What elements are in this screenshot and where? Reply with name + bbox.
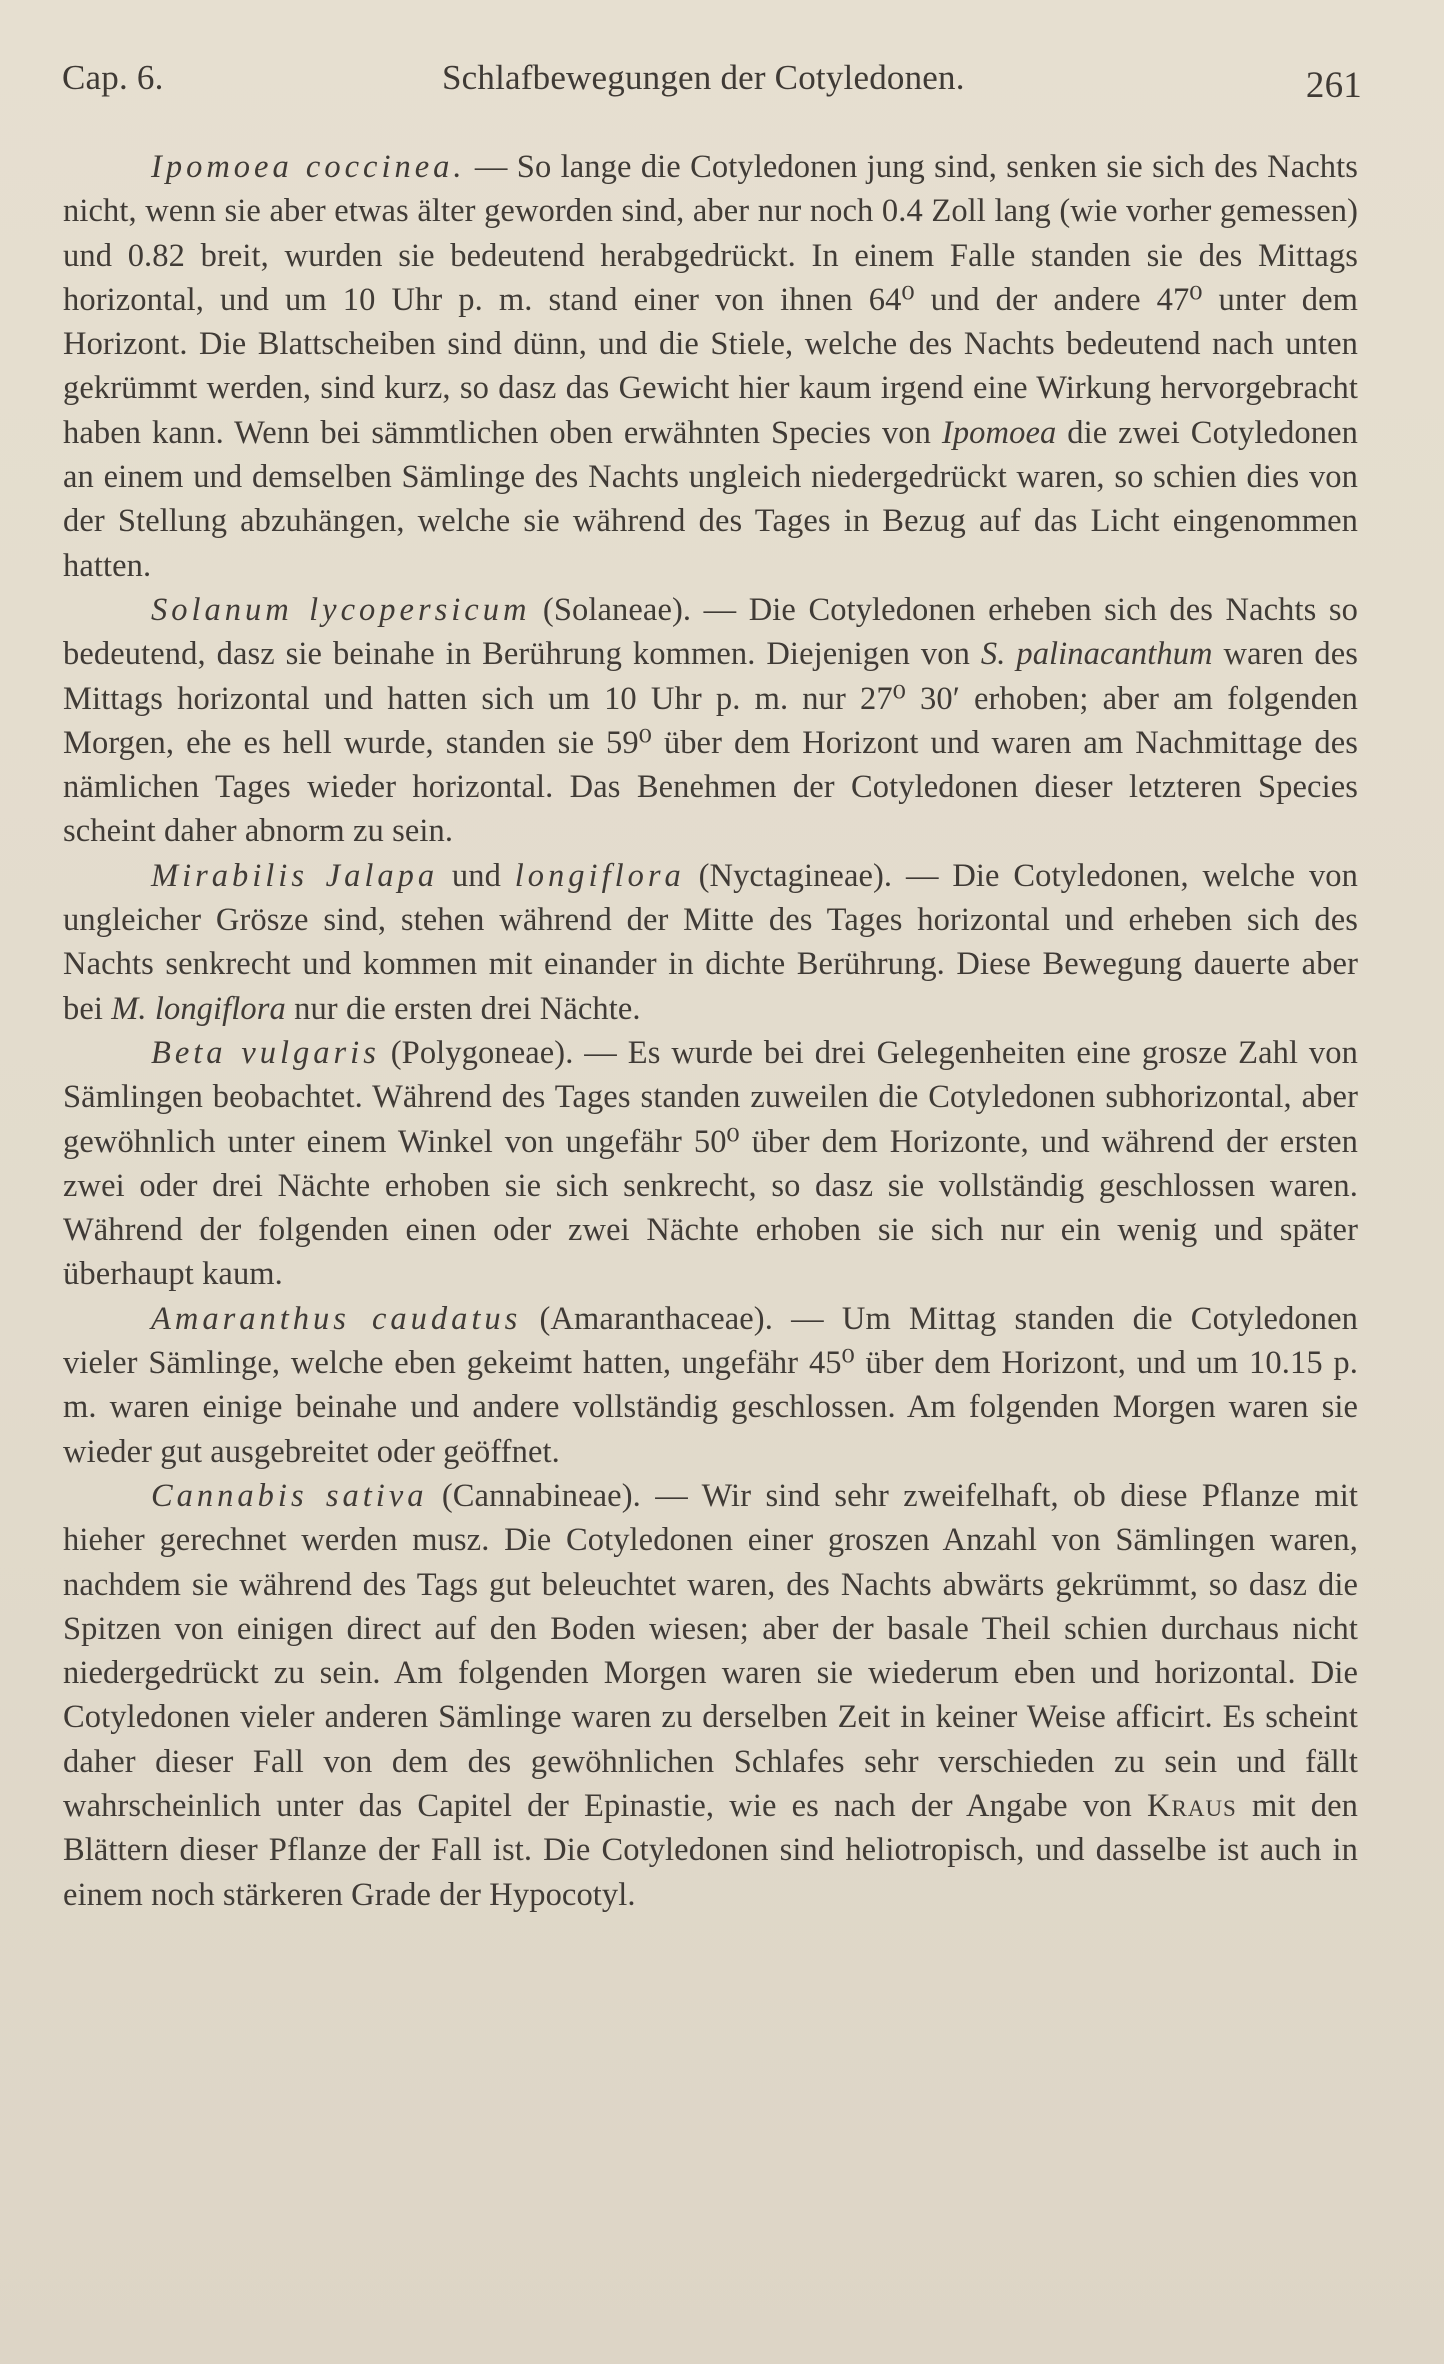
paragraph-text: — So lange die Cotyledonen jung sind, senken sie sich des Nachts nicht, wenn sie aber etwas älter geworden sind, aber nur noch 0.4 Zoll lang (wie vorher gemessen) und 0.82 breit, wurden sie bedeutend herabgedrückt. In einem Falle standen sie des Mittags horizontal, und um 10 Uhr p. m. stand einer von ihnen 64⁰ und der andere 47⁰ unter dem Horizont. Die Blattscheiben sind dünn, und die Stiele, welche des Nachts bedeutend nach unten gekrümmt werden, sind kurz, so dasz das Gewicht hier kaum irgend eine Wirkung hervorgebracht haben kann. Wenn bei sämmtlichen oben erwähnten Species von — [63, 149, 1358, 451]
species-name: Ipomoea coccinea. — [151, 149, 466, 185]
paragraph-text: (Solaneae). — Die Cotyledonen erheben sich des Nachts so bedeutend, dasz sie beinahe in Berührung kommen. Diejenigen von — [63, 591, 1358, 673]
species-name: longiflora — [514, 857, 685, 894]
author-name: Kraus — [1147, 1787, 1237, 1824]
species-name: S. palinacanthum — [980, 636, 1213, 673]
paragraph-solanum — [63, 588, 1358, 854]
paragraph-cannabis — [63, 1474, 1358, 1917]
paragraph-amaranthus — [63, 1297, 1358, 1474]
paragraph-text: nur die ersten drei Nächte. — [285, 990, 641, 1027]
paragraph-text: die zwei Cotyledonen an einem und demselben Sämlinge des Nachts ungleich niedergedrückt waren, so schien dies von der Stellung abzuhängen, welche sie während des Tages in Bezug auf das Licht eingenommen hatten. — [63, 414, 1358, 584]
species-name: Solanum lycopersicum — [151, 591, 531, 628]
paragraph-text: waren des Mittags horizontal und hatten sich um 10 Uhr p. m. nur 27⁰ 30′ erhoben; aber am folgenden Morgen, ehe es hell wurde, standen sie 59⁰ über dem Horizont und waren am Nachmittage des nämlichen Tages wieder horizontal. Das Benehmen der Cotyledonen dieser letzteren Species scheint daher abnorm zu sein. — [63, 636, 1358, 850]
paragraph-text: (Cannabineae). — Wir sind sehr zweifelhaft, ob diese Pflanze mit hieher gerechnet werden musz. Die Cotyledonen einer groszen Anzahl von Sämlingen waren, nachdem sie während des Tags gut beleuchtet waren, des Nachts abwärts gekrümmt, so dasz die Spitzen von einigen direct auf den Boden wiesen; aber der basale Theil schien durchaus nicht niedergedrückt zu sein. Am folgenden Morgen waren sie wiederum eben und horizontal. Die Cotyledonen vieler anderen Sämlinge waren zu derselben Zeit in keiner Weise afficirt. Es scheint daher dieser Fall von dem des gewöhnlichen Schlafes sehr verschieden zu sein und fällt wahrscheinlich unter das Capitel der Epinastie, wie es nach der Angabe von — [63, 1477, 1358, 1824]
paragraph-text: (Nyctagineae). — Die Cotyledonen, welche von ungleicher Grösze sind, stehen während der Mitte des Tages horizontal und erheben sich des Nachts senkrecht und kommen mit einander in dichte Berührung. Diese Bewegung dauerte aber bei — [63, 857, 1358, 1027]
genus-name: Ipomoea — [941, 414, 1057, 451]
running-head — [62, 48, 1362, 108]
page-number: 261 — [1305, 65, 1362, 106]
paragraph-text: und — [438, 857, 515, 894]
paragraph-mirabilis — [63, 854, 1358, 1031]
chapter-label: Cap. 6. — [62, 58, 164, 97]
running-title: Schlafbewegungen der Cotyledonen. — [442, 58, 965, 97]
paragraph-beta — [63, 1031, 1358, 1297]
species-name: Beta vulgaris — [151, 1034, 380, 1071]
species-name: Mirabilis Jalapa — [151, 857, 439, 894]
paragraph-text: (Amaranthaceae). — Um Mittag standen die Cotyledonen vieler Sämlinge, welche eben gekeimt hatten, ungefähr 45⁰ über dem Horizont, und um 10.15 p. m. waren einige beinahe und andere vollständig geschlossen. Am folgenden Morgen waren sie wieder gut ausgebreitet oder geöffnet. — [63, 1300, 1358, 1470]
species-name: Amaranthus caudatus — [151, 1300, 522, 1337]
body-text — [63, 145, 1358, 1917]
paragraph-ipomoea — [63, 145, 1358, 588]
species-name: M. longiflora — [111, 990, 286, 1027]
paragraph-text: mit den Blättern dieser Pflanze der Fall ist. Die Cotyledonen sind heliotropisch, und dasselbe ist auch in einem noch stärkeren Grade der Hypocotyl. — [63, 1787, 1358, 1913]
paragraph-text: (Polygoneae). — Es wurde bei drei Gelegenheiten eine grosze Zahl von Sämlingen beobachtet. Während des Tages standen zuweilen die Cotyledonen subhorizontal, aber gewöhnlich unter einem Winkel von ungefähr 50⁰ über dem Horizonte, und während der ersten zwei oder drei Nächte erhoben sie sich senkrecht, so dasz sie vollständig geschlossen waren. Während der folgenden einen oder zwei Nächte erhoben sie sich nur ein wenig und später überhaupt kaum. — [63, 1034, 1358, 1293]
species-name: Cannabis sativa — [151, 1477, 428, 1514]
